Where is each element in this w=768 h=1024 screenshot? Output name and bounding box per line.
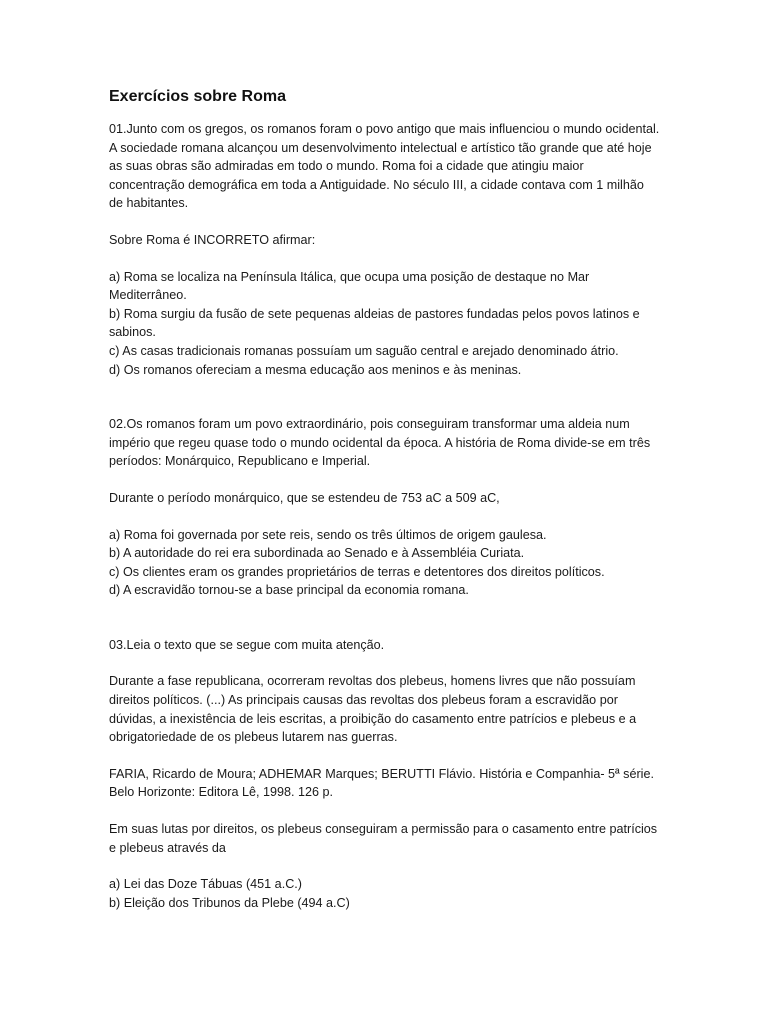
question-1-text: 01.Junto com os gregos, os romanos foram o povo antigo que mais influenciou o mundo ocidental. A sociedade romana alcançou um desenvolvimento intelectual e artístico tão grande que até hoje as suas obras são admiradas em todo o mundo. Roma foi a cidade que atingiu maior concentração demográfica em toda a Antiguidade. No século III, a cidade contava com 1 milhão de habitantes. xyxy=(109,122,660,211)
spacer xyxy=(109,857,661,875)
question-1-prompt: Sobre Roma é INCORRETO afirmar: xyxy=(109,232,316,247)
question-2-option-b: b) A autoridade do rei era subordinada ao Senado e à Assembléia Curiata. xyxy=(109,546,525,561)
spacer xyxy=(109,250,661,268)
page-title: Exercícios sobre Roma xyxy=(109,88,286,105)
spacer xyxy=(109,747,661,765)
question-1-option-c: c) As casas tradicionais romanas possuíam um saguão central e arejado denominado átrio. xyxy=(109,343,619,358)
question-3-options xyxy=(109,875,661,912)
spacer xyxy=(109,379,661,415)
document-page xyxy=(109,86,661,912)
question-2-prompt: Durante o período monárquico, que se estendeu de 753 aC a 509 aC, xyxy=(109,490,500,505)
spacer xyxy=(109,654,661,672)
spacer xyxy=(109,471,661,489)
spacer xyxy=(109,508,661,526)
question-1-options xyxy=(109,268,661,380)
spacer xyxy=(109,600,661,636)
question-3-text: Durante a fase republicana, ocorreram revoltas dos plebeus, homens livres que não possuíam direitos políticos. (...) As principais causas das revoltas dos plebeus foram a escravidão por dúvidas, a inexistência de leis escritas, a proibição do casamento entre patrícios e plebeus e a obrigatoriedade de os plebeus lutarem nas guerras. xyxy=(109,674,637,745)
question-2-options xyxy=(109,526,661,600)
question-3-prompt: Em suas lutas por direitos, os plebeus conseguiram a permissão para o casamento entre patrícios e plebeus através da xyxy=(109,822,658,855)
question-2-option-d: d) A escravidão tornou-se a base principal da economia romana. xyxy=(109,583,469,598)
spacer xyxy=(109,802,661,820)
question-2-option-a: a) Roma foi governada por sete reis, sendo os três últimos de origem gaulesa. xyxy=(109,527,547,542)
spacer xyxy=(109,213,661,231)
question-3-option-a: a) Lei das Doze Tábuas (451 a.C.) xyxy=(109,877,302,892)
question-2-option-c: c) Os clientes eram os grandes proprietários de terras e detentores dos direitos políticos. xyxy=(109,564,605,579)
question-3-citation: FARIA, Ricardo de Moura; ADHEMAR Marques; BERUTTI Flávio. História e Companhia- 5ª série. Belo Horizonte: Editora Lê, 1998. 126 p. xyxy=(109,766,654,800)
question-1-option-b: b) Roma surgiu da fusão de sete pequenas aldeias de pastores fundadas pelos povos latinos e sabinos. xyxy=(109,306,640,340)
question-1-option-d: d) Os romanos ofereciam a mesma educação aos meninos e às meninas. xyxy=(109,362,522,377)
question-2-text: 02.Os romanos foram um povo extraordinário, pois conseguiram transformar uma aldeia num império que regeu quase todo o mundo ocidental da época. A história de Roma divide-se em três períodos: Monárquico, Republicano e Imperial. xyxy=(109,417,651,469)
question-3-intro: 03.Leia o texto que se segue com muita atenção. xyxy=(109,637,385,652)
question-1-option-a: a) Roma se localiza na Península Itálica, que ocupa uma posição de destaque no Mar Mediterrâneo. xyxy=(109,269,590,303)
question-3-option-b: b) Eleição dos Tribunos da Plebe (494 a.C) xyxy=(109,895,350,910)
